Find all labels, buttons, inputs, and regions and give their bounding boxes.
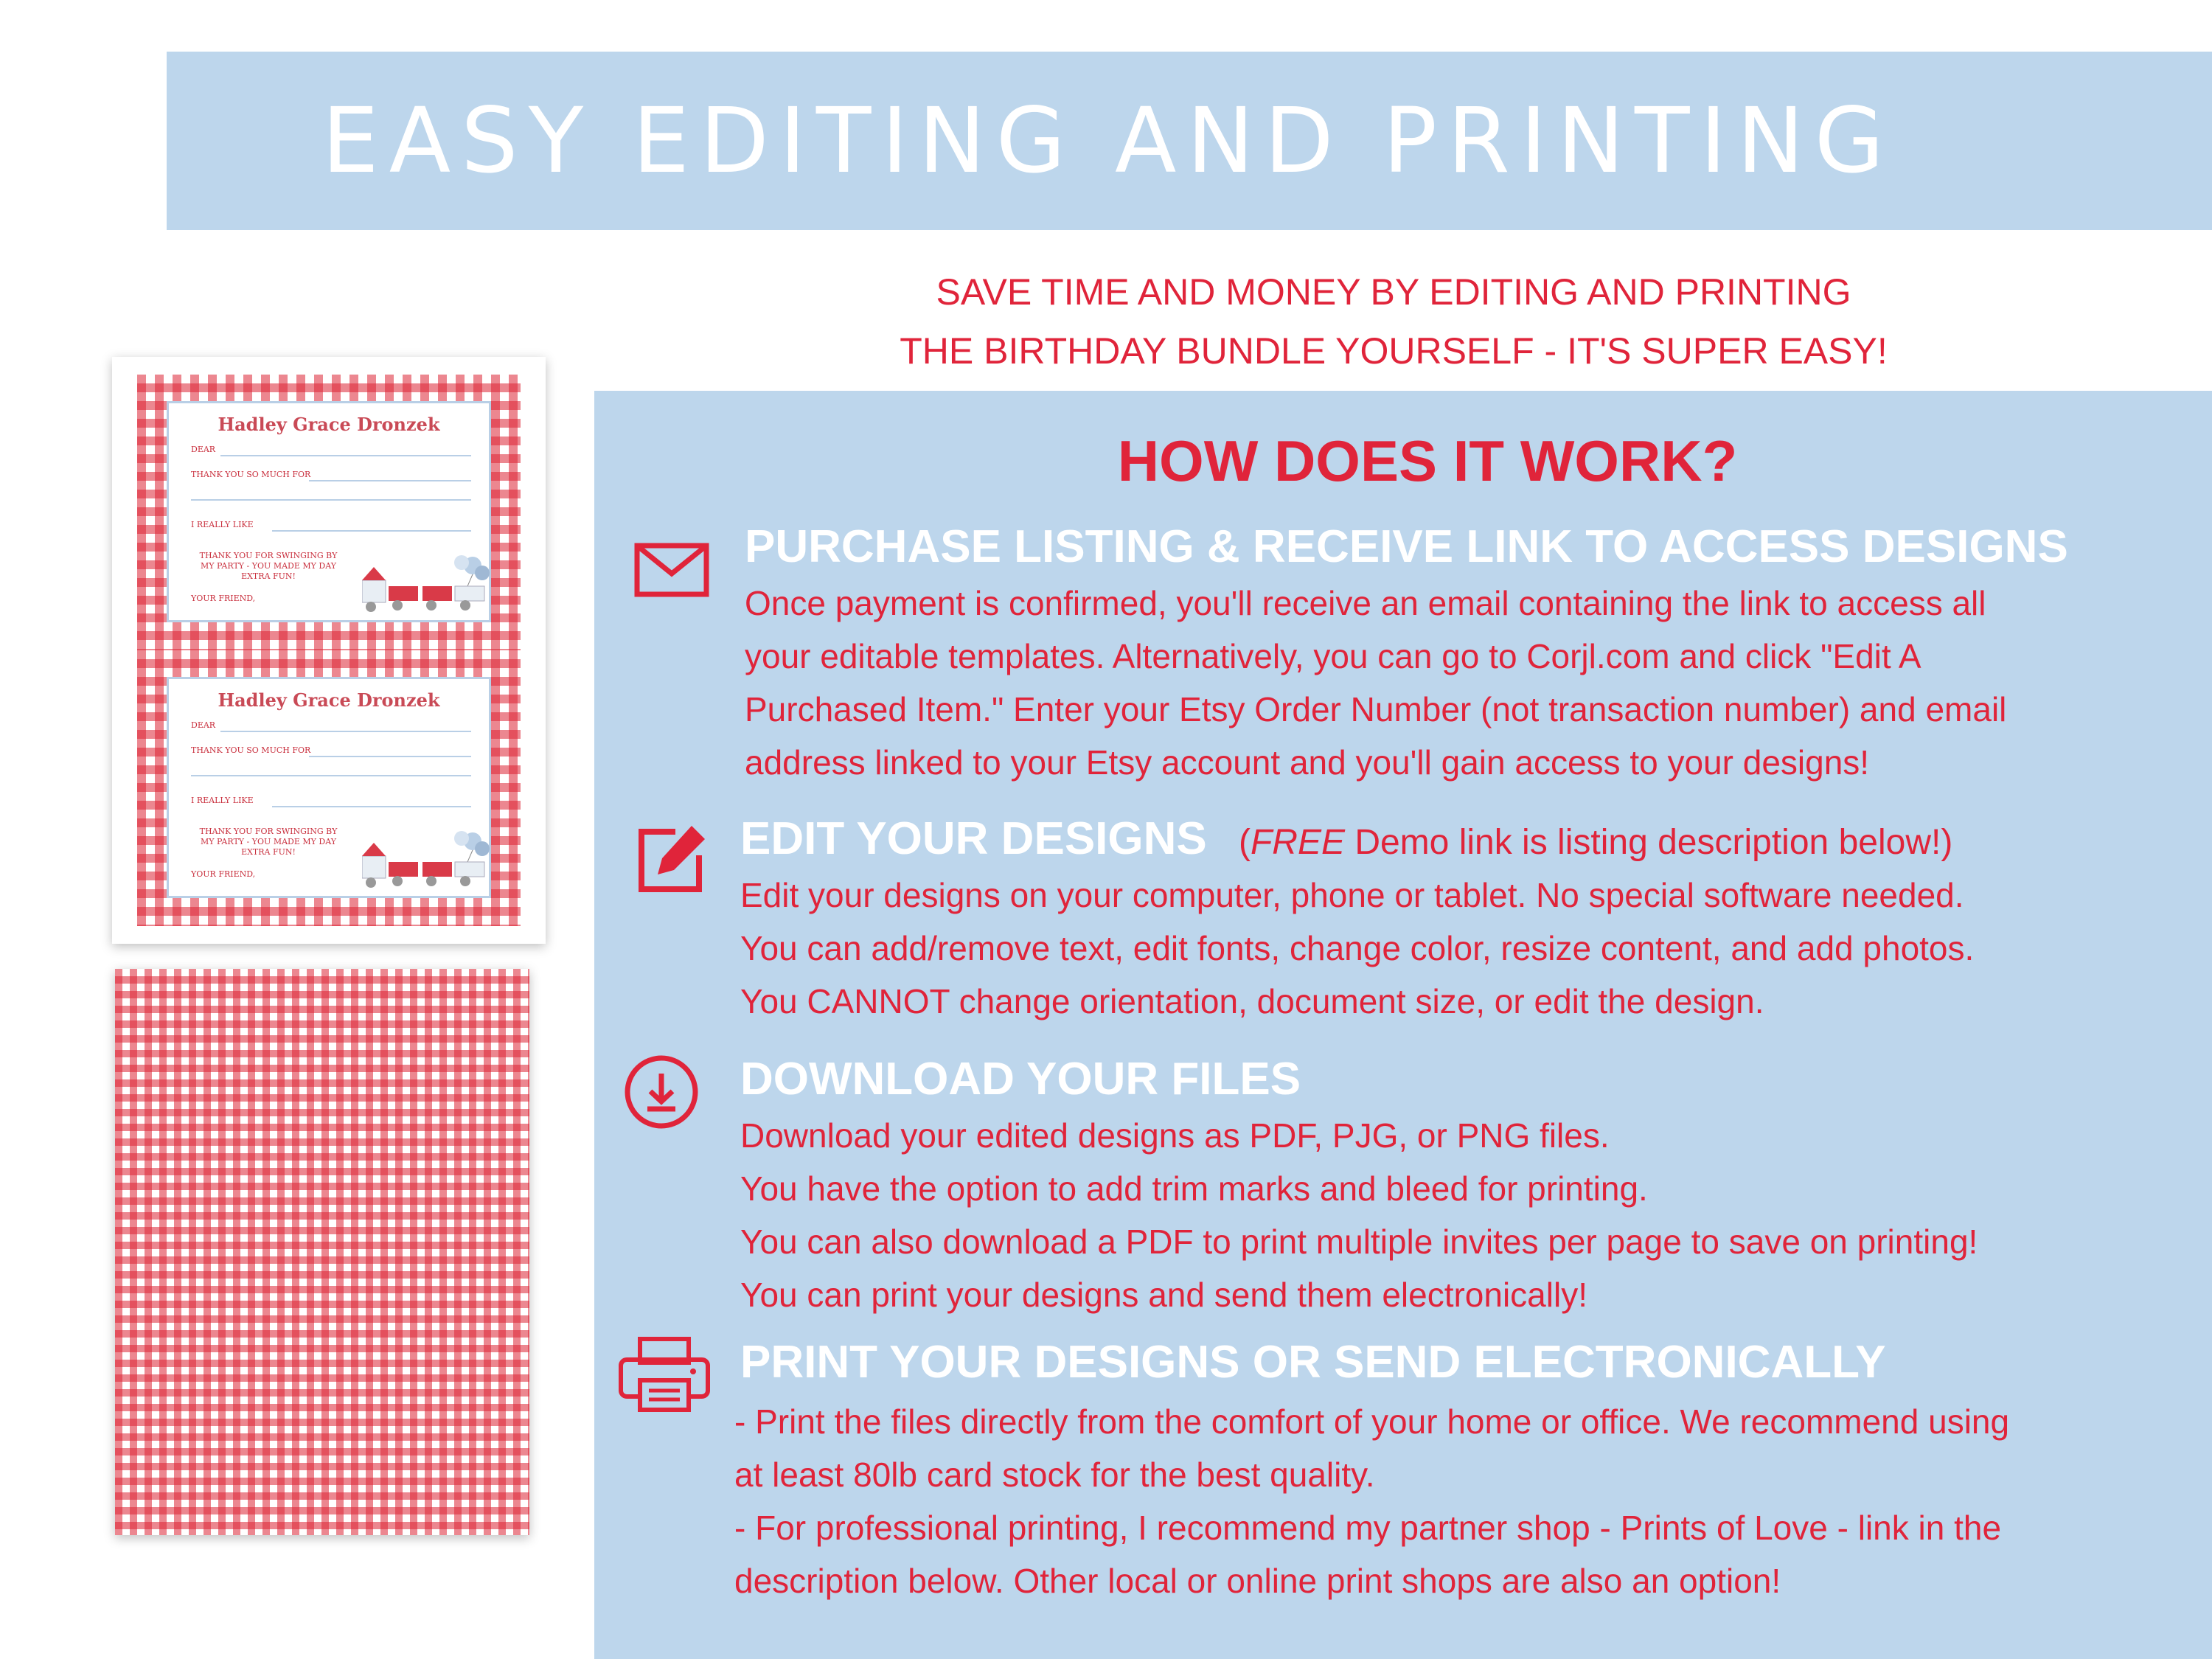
card-rule [220,455,471,456]
title-banner [167,52,2212,230]
card-rule [191,499,471,501]
card-sign: YOUR FRIEND, [191,869,256,879]
step-line: description below. Other local or online print shops are also an option! [734,1562,1781,1600]
step-title-edit-text: EDIT YOUR DESIGNS [740,813,1207,864]
card-message: THANK YOU FOR SWINGING BY MY PARTY - YOU MADE MY DAY EXTRA FUN! [199,551,338,581]
step-line: Once payment is confirmed, you'll receive an email containing the link to access all [745,584,1986,622]
card-message: THANK YOU FOR SWINGING BY MY PARTY - YOU MADE MY DAY EXTRA FUN! [199,827,338,857]
step-line: - For professional printing, I recommend my partner shop - Prints of Love - link in the [734,1509,2002,1547]
card-like-label: I REALLY LIKE [191,796,254,805]
card-thanks-label: THANK YOU SO MUCH FOR [191,470,311,479]
note-rest: Demo link is listing description below!) [1344,823,1953,862]
step-line: Purchased Item." Enter your Etsy Order Number (not transaction number) and email [745,690,2007,728]
step-line: You CANNOT change orientation, document size, or edit the design. [740,982,1764,1020]
step-body-print [734,1395,2009,1607]
step-title-print: PRINT YOUR DESIGNS OR SEND ELECTRONICALLY [740,1337,1886,1388]
card-face [167,677,491,898]
panel-heading: HOW DOES IT WORK? [1117,428,1738,493]
step-body-edit [740,869,1974,1028]
step-line: Download your edited designs as PDF, PJG, or PNG files. [740,1116,1610,1155]
step-line: You have the option to add trim marks and bleed for printing. [740,1169,1648,1208]
card-rule [309,480,471,481]
step-body-purchase [745,577,2006,789]
step-line: You can print your designs and send them electronically! [740,1276,1587,1314]
step-line: your editable templates. Alternatively, you can go to Corjl.com and click "Edit A [745,637,1921,675]
envelope-icon [631,529,712,611]
step-title-edit [740,813,1952,865]
card-dear-label: DEAR [191,720,216,730]
card-rule [220,731,471,732]
page-title: EASY EDITING AND PRINTING [321,88,1895,193]
subtitle [811,262,1976,380]
thank-you-card-sheet [112,357,546,944]
thank-you-card-bottom [137,650,521,926]
card-name: Hadley Grace Dronzek [218,689,440,711]
step-line: You can add/remove text, edit fonts, change color, resize content, and add photos. [740,929,1975,967]
train-illustration [362,827,495,893]
step-line: address linked to your Etsy account and you'll gain access to your designs! [745,743,1870,782]
card-thanks-label: THANK YOU SO MUCH FOR [191,745,311,755]
step-title-download: DOWNLOAD YOUR FILES [740,1054,1301,1105]
how-it-works-panel [594,391,2212,1659]
step-line: Edit your designs on your computer, phone or tablet. No special software needed. [740,876,1964,914]
subtitle-line-1: SAVE TIME AND MONEY BY EDITING AND PRINTING [936,271,1851,313]
note-free: FREE [1250,823,1345,862]
note-open-paren: ( [1238,823,1251,862]
card-like-label: I REALLY LIKE [191,520,254,529]
download-icon [621,1051,702,1133]
step-title-purchase: PURCHASE LISTING & RECEIVE LINK TO ACCESS DESIGNS [745,521,2068,572]
edit-pencil-icon [631,818,712,900]
card-rule [191,775,471,776]
card-sheet-inner [137,375,521,926]
step-body-download [740,1109,1978,1321]
card-rule [309,756,471,757]
gingham-pattern-paper [115,969,529,1535]
card-name: Hadley Grace Dronzek [218,414,440,435]
free-demo-note [1239,823,1952,862]
card-sign: YOUR FRIEND, [191,594,256,603]
train-illustration [362,551,495,617]
step-line: You can also download a PDF to print multiple invites per page to save on printing! [740,1222,1978,1261]
step-line: - Print the files directly from the comfort of your home or office. We recommend using [734,1402,2010,1441]
thank-you-card-top [137,375,521,650]
printer-icon [616,1335,712,1416]
card-face [167,401,491,622]
step-line: at least 80lb card stock for the best quality. [734,1455,1375,1494]
subtitle-line-2: THE BIRTHDAY BUNDLE YOURSELF - IT'S SUPER EASY! [900,330,1888,372]
card-rule [272,806,471,807]
card-dear-label: DEAR [191,445,216,454]
card-rule [272,530,471,532]
